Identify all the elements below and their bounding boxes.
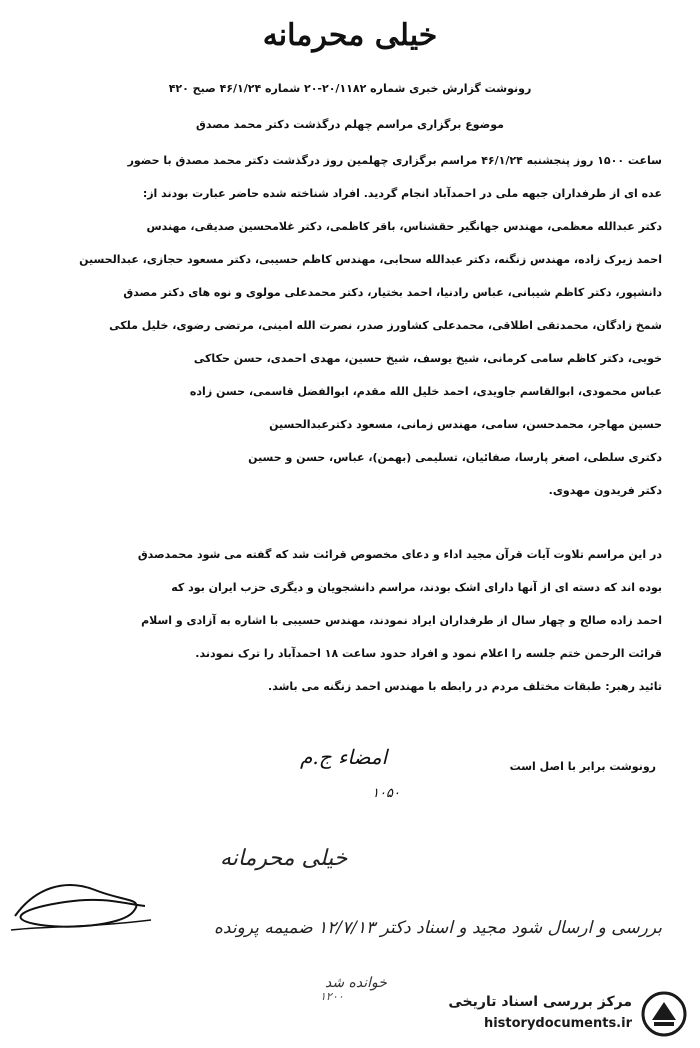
report-line: عباس محمودی، ابوالقاسم جاویدی، احمد خلیل الله مقدم، ابوالفضل قاسمی، حسن زاده bbox=[189, 385, 662, 398]
handwritten-bottom-number: ۱۲۰۰ bbox=[320, 990, 344, 1003]
report-line: دکتر فریدون مهدوی. bbox=[548, 484, 662, 497]
report-line: ساعت ۱۵۰۰ روز پنجشنبه ۴۶/۱/۲۴ مراسم برگزاری چهلمین روز درگذشت دکتر محمد مصدق با حضور bbox=[127, 154, 662, 167]
report-line: احمد زیرک زاده، مهندس زنگنه، دکتر عبدالله سحابی، مهندس کاظم حسیبی، دکتر مسعود حجازی، عبدالحسین bbox=[79, 253, 662, 266]
report-line: تائید رهبر: طبقات مختلف مردم در رابطه با مهندس احمد زنگنه می باشد. bbox=[268, 680, 662, 693]
report-line: دانشپور، دکتر کاظم شیبانی، عباس رادنیا، احمد بختیار، دکتر محمدعلی مولوی و نوه های دکتر مصدق bbox=[123, 286, 662, 299]
document-title: خیلی محرمانه bbox=[262, 18, 438, 53]
endorsement-text: رونوشت برابر با اصل است bbox=[509, 760, 656, 773]
watermark-site: historydocuments.ir bbox=[483, 1016, 632, 1031]
report-line: قرائت الرحمن ختم جلسه را اعلام نمود و افراد حدود ساعت ۱۸ احمدآباد را ترک نمودند. bbox=[195, 647, 662, 660]
archive-watermark bbox=[412, 986, 694, 1042]
report-line: در این مراسم تلاوت آیات قرآن مجید اداء و دعای مخصوص قرائت شد که گفته می شود محمدصدق bbox=[137, 548, 662, 561]
reference-line: رونوشت گزارش خبری شماره ۲۰/۱۱۸۲-۲۰ شماره ۴۶/۱/۲۴ صبح ۴۲۰ bbox=[168, 82, 532, 95]
subject-line: موضوع برگزاری مراسم چهلم درگذشت دکتر محمد مصدق bbox=[196, 118, 504, 131]
report-line: دکتر عبدالله معظمی، مهندس جهانگیر حقشناس، باقر کاظمی، دکتر غلامحسین صدیقی، مهندس bbox=[146, 220, 662, 233]
handwritten-bottom: خوانده شد bbox=[325, 975, 387, 991]
report-line: خویی، دکتر کاظم سامی کرمانی، شیخ یوسف، شیخ حسین، مهدی احمدی، حسن حکاکی bbox=[193, 352, 662, 365]
watermark-name: مرکز بررسی اسناد تاریخی bbox=[448, 994, 632, 1010]
report-line: حسین مهاجر، محمدحسن، سامی، مهندس زمانی، مسعود دکترعبدالحسین bbox=[269, 418, 662, 431]
report-paragraph-1 bbox=[42, 144, 662, 507]
report-line: شمخ زادگان، محمدتقی اطلاقی، محمدعلی کشاورز صدر، نصرت الله امینی، مرتضی رضوی، خلیل ملکی bbox=[109, 319, 662, 332]
report-line: عده ای از طرفداران جبهه ملی در احمدآباد انجام گردید. افراد شناخته شده حاضر عبارت بودند از: bbox=[142, 187, 662, 200]
report-paragraph-2 bbox=[42, 538, 662, 703]
handwritten-note: بررسی و ارسال شود مجید و اسناد دکتر ۱۲/۷/۱۳ ضمیمه پرونده bbox=[214, 918, 662, 938]
report-line: بوده اند که دسته ای از آنها دارای اشک بودند، مراسم دانشجویان و دیگری حزب ایران بود که bbox=[171, 581, 662, 594]
signature-number: ۱۰۵۰ bbox=[372, 786, 400, 801]
report-line: احمد زاده صالح و چهار سال از طرفداران ایراد نمودند، مهندس حسیبی با اشاره به آزادی و اسلام bbox=[141, 614, 662, 627]
signature: امضاء ج.م bbox=[300, 745, 388, 769]
handwritten-title: خیلی محرمانه bbox=[220, 846, 348, 871]
report-line: دکتری سلطی، اصغر پارسا، صفائیان، تسلیمی (بهمن)، عباس، حسن و حسین bbox=[248, 451, 662, 464]
archive-logo-icon bbox=[638, 990, 690, 1038]
